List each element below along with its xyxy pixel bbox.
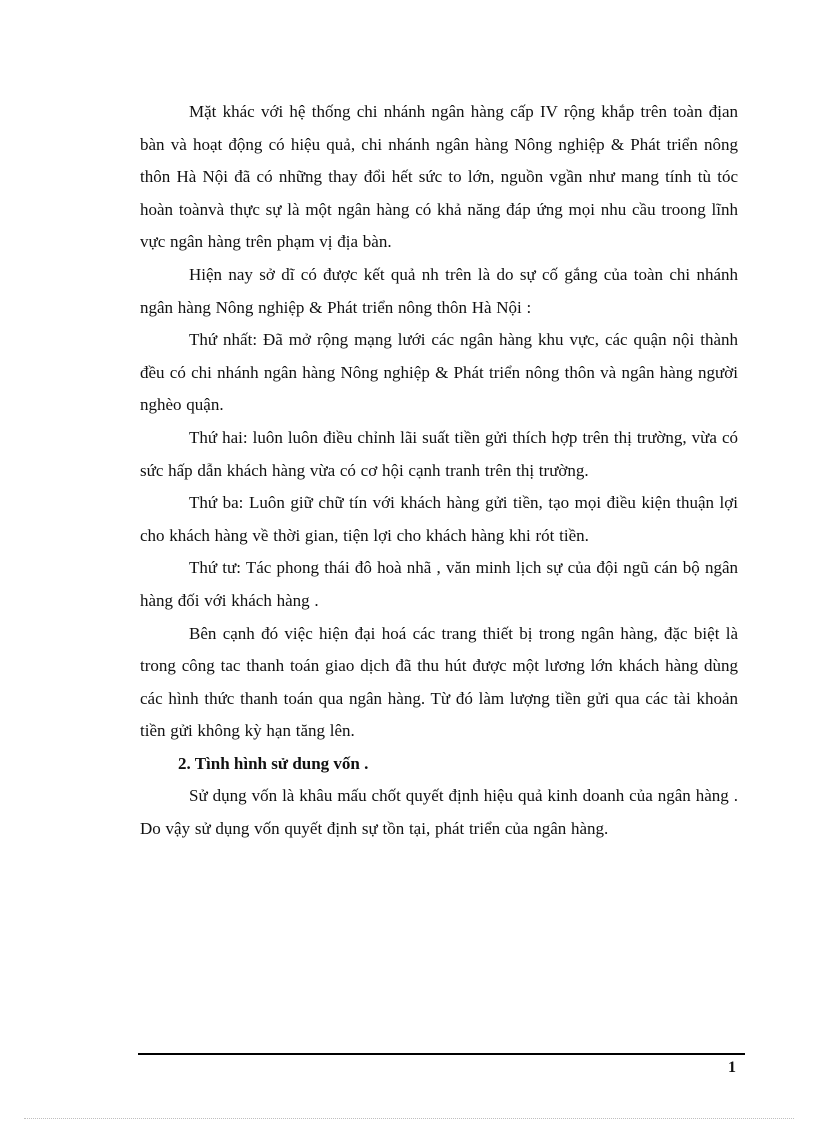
paragraph-branch-network: Mặt khác với hệ thống chi nhánh ngân hàng cấp IV rộng khắp trên toàn địan bàn và hoạt động có hiệu quả, chi nhánh ngân hàng Nông nghiệp & Phát triển nông thôn Hà Nội đã có những thay đổi hết sức to lớn, nguồn vgần như mang tính tù tóc hoàn toànvà thực sự là một ngân hàng có khả năng đáp ứng mọi nhu cầu troong lĩnh vực ngân hàng trên phạm vị địa bàn. [140, 102, 738, 252]
paragraph-fourth-point: Thứ tư: Tác phong thái đô hoà nhã , văn minh lịch sự của đội ngũ cán bộ ngân hàng đối với khách hàng . [140, 558, 738, 610]
paragraph-first-point: Thứ nhất: Đã mở rộng mạng lưới các ngân hàng khu vực, các quận nội thành đều có chi nhánh ngân hàng Nông nghiệp & Phát triển nông thôn và ngân hàng người nghèo quận. [140, 330, 738, 415]
paragraph-capital-use: Sử dụng vốn là khâu mấu chốt quyết định hiệu quả kinh doanh của ngân hàng . Do vậy sử dụng vốn quyết định sự tồn tại, phát triển của ngân hàng. [140, 786, 738, 839]
page-bottom-border [24, 1118, 794, 1119]
footer-divider [138, 1053, 745, 1055]
paragraph-modernization: Bên cạnh đó việc hiện đại hoá các trang thiết bị trong ngân hàng, đặc biệt là trong công tac thanh toán giao dịch đã thu hút được một lương lớn khách hàng dùng các hình thức thanh toán qua ngân hàng. Từ đó làm lượng tiền gửi qua các tài khoản tiền gửi không kỳ hạn tăng lên. [140, 623, 738, 741]
page-body [140, 96, 738, 846]
page-number: 1 [728, 1059, 736, 1076]
section-heading: 2. Tình hình sử dung vốn . [178, 753, 369, 773]
paragraph-second-point: Thứ hai: luôn luôn điều chỉnh lãi suất tiền gửi thích hợp trên thị trường, vừa có sức hấp dẫn khách hàng vừa có cơ hội cạnh tranh trên thị trường. [140, 427, 738, 480]
paragraph-results-summary: Hiện nay sở dĩ có được kết quả nh trên là do sự cố gắng của toàn chi nhánh ngân hàng Nông nghiệp & Phát triển nông thôn Hà Nội : [140, 264, 738, 317]
paragraph-third-point: Thứ ba: Luôn giữ chữ tín với khách hàng gửi tiền, tạo mọi điều kiện thuận lợi cho khách hàng về thời gian, tiện lợi cho khách hàng khi rót tiền. [140, 493, 738, 545]
